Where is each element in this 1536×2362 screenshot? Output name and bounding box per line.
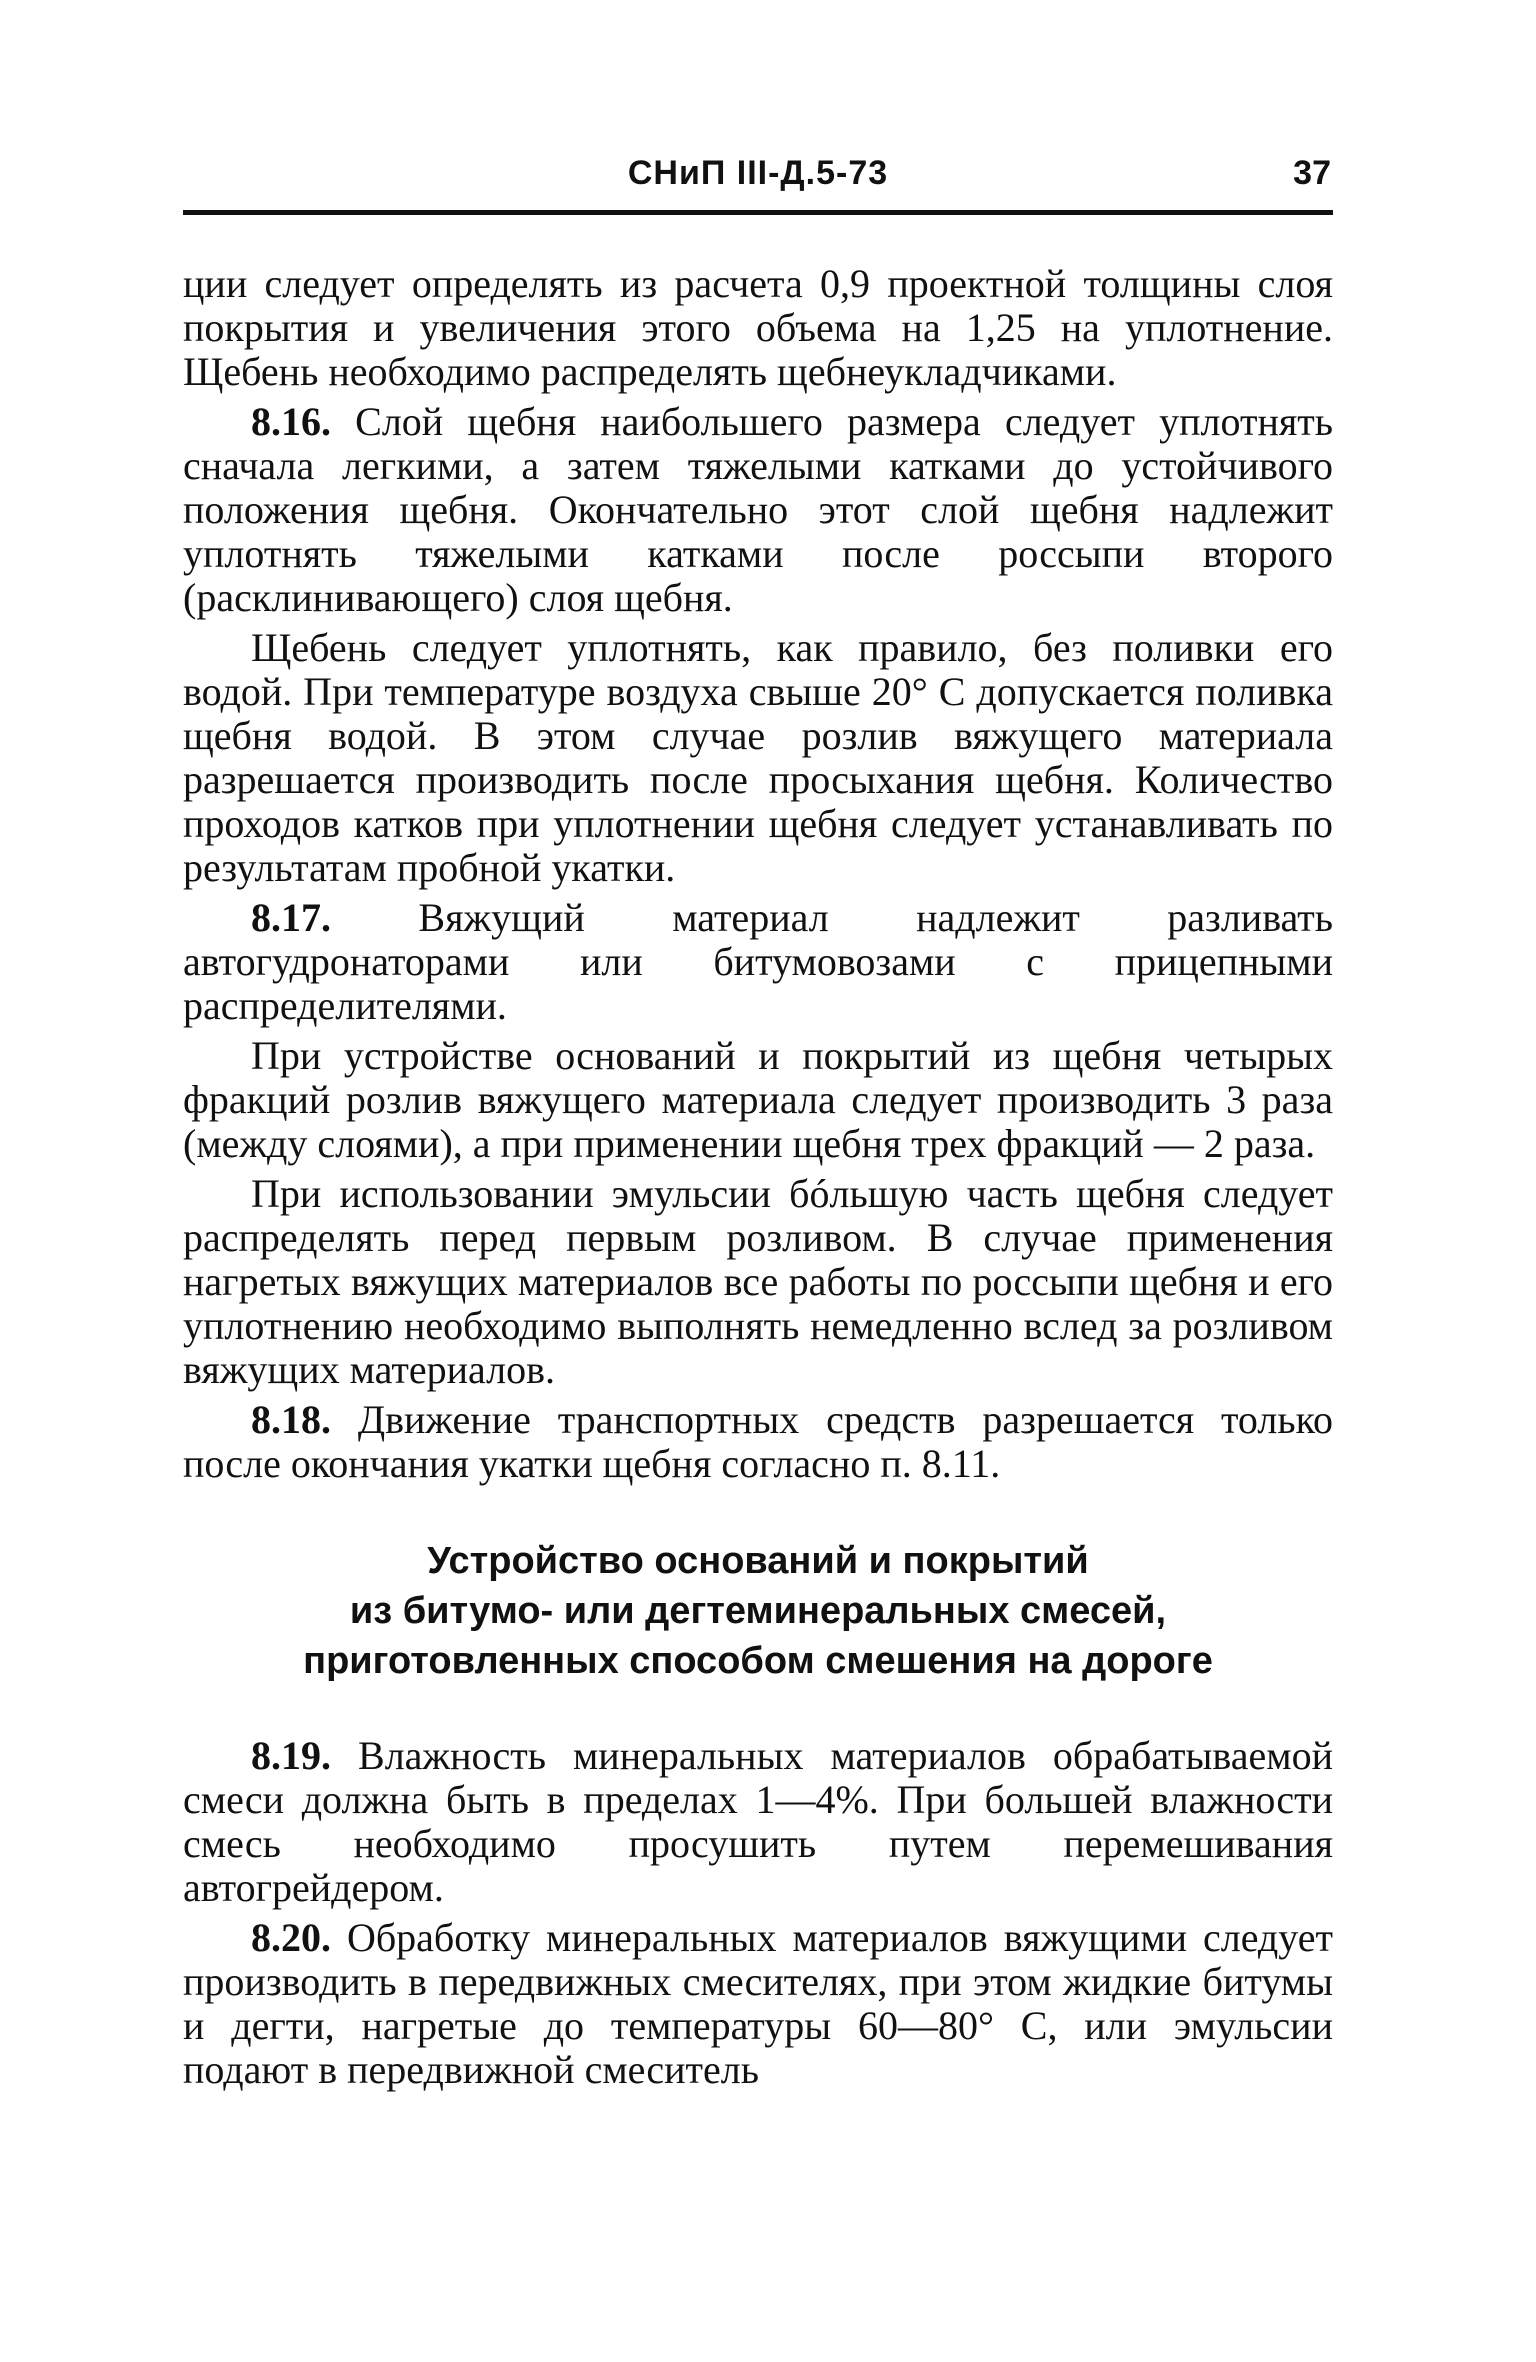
paragraph-text: Обработку минеральных материалов вяжущими следует производить в передвижных смесителях, при этом жидкие битумы и дегти, нагретые до температуры 60—80° С, или эмульсии подают в передвижной смеситель xyxy=(183,1915,1333,2092)
paragraph-text: Движение транспортных средств разрешается только после окончания укатки щебня согласно п. 8.11. xyxy=(183,1397,1333,1486)
clause-number: 8.18. xyxy=(251,1397,331,1442)
paragraph-text: Вяжущий материал надлежит разливать автогудронаторами или битумовозами с прицепными распределителями. xyxy=(183,895,1333,1028)
paragraph-text: ции следует определять из расчета 0,9 проектной толщины слоя покрытия и увеличения этого объема на 1,25 на уплотнение. Щебень необходимо распределять щебнеукладчиками. xyxy=(183,261,1333,394)
clause-number: 8.19. xyxy=(251,1733,331,1778)
running-head: СНиП III-Д.5-73 xyxy=(627,154,889,192)
section-title-line: Устройство оснований и покрытий xyxy=(427,1540,1089,1582)
paragraph-text: При устройстве оснований и покрытий из щебня четырых фракций розлив вяжущего материала следует производить 3 раза (между слоями), а при применении щебня трех фракций — 2 раза. xyxy=(183,1033,1333,1166)
clause-number: 8.17. xyxy=(251,895,331,940)
section-title-line: из битумо- или дегтеминеральных смесей, xyxy=(349,1590,1167,1632)
section-title-line: приготовленных способом смешения на дороге xyxy=(303,1640,1213,1682)
page-header xyxy=(183,150,1333,198)
clause-8-18 xyxy=(183,1398,1333,1486)
paragraph-text: При использовании эмульсии бóльшую часть щебня следует распределять перед первым розливом. В случае применения нагретых вяжущих материалов все работы по россыпи щебня и его уплотнению необходимо выполнять немедленно вслед за розливом вяжущих материалов. xyxy=(183,1171,1333,1392)
clause-number: 8.20. xyxy=(251,1915,331,1960)
paragraph xyxy=(183,1034,1333,1166)
header-rule xyxy=(183,210,1333,215)
paragraph-text: Щебень следует уплотнять, как правило, без поливки его водой. При температуре воздуха свыше 20° С допускается поливка щебня водой. В этом случае розлив вяжущего материала разрешается производить после просыхания щебня. Количество проходов катков при уплотнении щебня следует устанавливать по результатам пробной укатки. xyxy=(183,625,1333,890)
clause-number: 8.16. xyxy=(251,399,331,444)
paragraph-text: Влажность минеральных материалов обрабатываемой смеси должна быть в пределах 1—4%. При большей влажности смесь необходимо просушить путем перемешивания автогрейдером. xyxy=(183,1733,1333,1910)
paragraph xyxy=(183,626,1333,890)
clause-8-16 xyxy=(183,400,1333,620)
body-text xyxy=(183,262,1333,2098)
section-title xyxy=(183,1536,1333,1686)
paragraph-text: Слой щебня наибольшего размера следует уплотнять сначала легкими, а затем тяжелыми катками до устойчивого положения щебня. Окончательно этот слой щебня надлежит уплотнять тяжелыми катками после россыпи второго (расклинивающего) слоя щебня. xyxy=(183,399,1333,620)
clause-8-17 xyxy=(183,896,1333,1028)
paragraph xyxy=(183,1172,1333,1392)
page-number: 37 xyxy=(1293,154,1331,192)
clause-8-19 xyxy=(183,1734,1333,1910)
clause-8-20 xyxy=(183,1916,1333,2092)
paragraph xyxy=(183,262,1333,394)
